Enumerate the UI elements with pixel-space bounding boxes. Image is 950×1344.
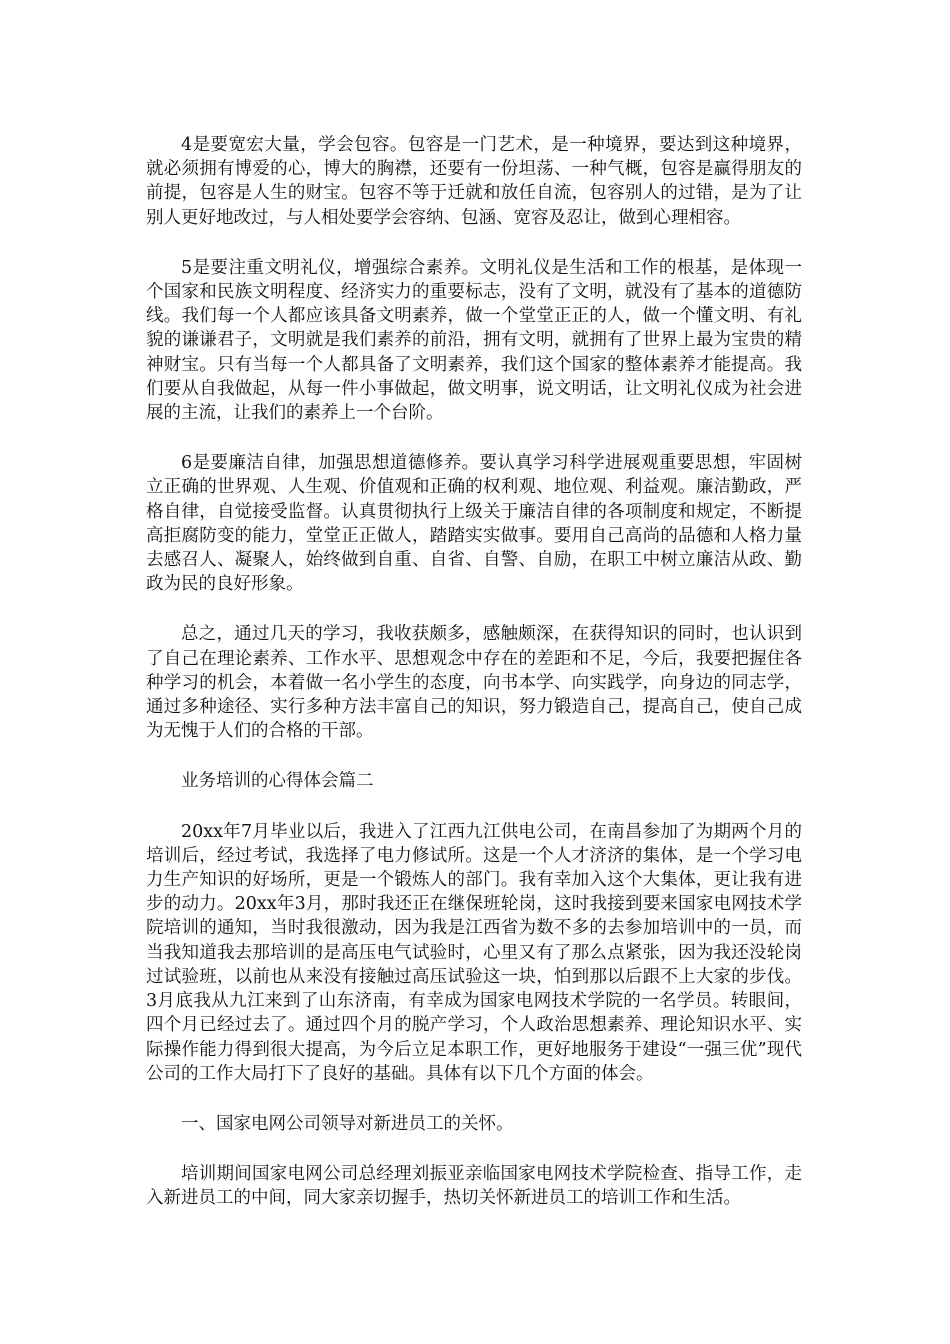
paragraph-etiquette: 5是要注重文明礼仪，增强综合素养。文明礼仪是生活和工作的根基，是体现一个国家和民族文明程度、经济实力的重要标志，没有了文明，就没有了基本的道德防线。我们每一个人都应该具备文明素养，做一个堂堂正正的人，做一个懂文明、有礼貌的谦谦君子，文明就是我们素养的前沿，拥有文明，就拥有了世界上最为宝贵的精神财宝。只有当每一个人都具备了文明素养，我们这个国家的整体素养才能提高。我们要从自我做起，从每一件小事做起，做文明事，说文明话，让文明礼仪成为社会进展的主流，让我们的素养上一个台阶。 (146, 257, 802, 424)
subheading-leadership-care: 一、国家电网公司领导对新进员工的关怀。 (181, 1113, 514, 1134)
paragraph-summary: 总之，通过几天的学习，我收获颇多，感触颇深，在获得知识的同时，也认识到了自己在理论素养、工作水平、思想观念中存在的差距和不足，今后，我要把握住各种学习的机会，本着做一名小学生的态度，向书本学、向实践学，向身边的同志学，通过多种途径、实行多种方法丰富自己的知识，努力锻造自己，提高自己，使自己成为无愧于人们的合格的干部。 (146, 624, 802, 742)
paragraph-tolerance: 4是要宽宏大量，学会包容。包容是一门艺术，是一种境界，要达到这种境界，就必须拥有博爱的心，博大的胸襟，还要有一份坦荡、一种气概，包容是赢得朋友的前提，包容是人生的财宝。包容不等于迁就和放任自流，包容别人的过错，是为了让别人更好地改过，与人相处要学会容纳、包涵、宽容及忍让，做到心理相容。 (146, 135, 802, 228)
paragraph-leadership-visit: 培训期间国家电网公司总经理刘振亚亲临国家电网技术学院检查、指导工作，走入新进员工的中间，同大家亲切握手，热切关怀新进员工的培训工作和生活。 (146, 1164, 802, 1209)
section-heading-part-two: 业务培训的心得体会篇二 (181, 771, 374, 792)
paragraph-integrity: 6是要廉洁自律，加强思想道德修养。要认真学习科学进展观重要思想，牢固树立正确的世界观、人生观、价值观和正确的权利观、地位观、利益观。廉洁勤政，严格自律，自觉接受监督。认真贯彻执行上级关于廉洁自律的各项制度和规定，不断提高拒腐防变的能力，堂堂正正做人，踏踏实实做事。要用自己高尚的品德和人格力量去感召人、凝聚人，始终做到自重、自省、自警、自励，在职工中树立廉洁从政、勤政为民的良好形象。 (146, 453, 802, 595)
paragraph-training-intro: 20xx年7月毕业以后，我进入了江西九江供电公司，在南昌参加了为期两个月的培训后，经过考试，我选择了电力修试所。这是一个人才济济的集体，是一个学习电力生产知识的好场所，更是一个锻炼人的部门。我有幸加入这个大集体，更让我有进步的动力。20xx年3月，那时我还正在继保班轮岗，这时我接到要来国家电网技术学院培训的通知，当时我很激动，因为我是江西省为数不多的去参加培训中的一员，而当我知道我去那培训的是高压电气试验时，心里又有了那么点紧张，因为我还没轮岗过试验班，以前也从来没有接触过高压试验这一块，怕到那以后跟不上大家的步伐。3月底我从九江来到了山东济南，有幸成为国家电网技术学院的一名学员。转眼间，四个月已经过去了。通过四个月的脱产学习，个人政治思想素养、理论知识水平、实际操作能力得到很大提高，为今后立足本职工作，更好地服务于建设“一强三优”现代公司的工作大局打下了良好的基础。具体有以下几个方面的体会。 (146, 821, 802, 1084)
document-body (146, 133, 802, 1237)
